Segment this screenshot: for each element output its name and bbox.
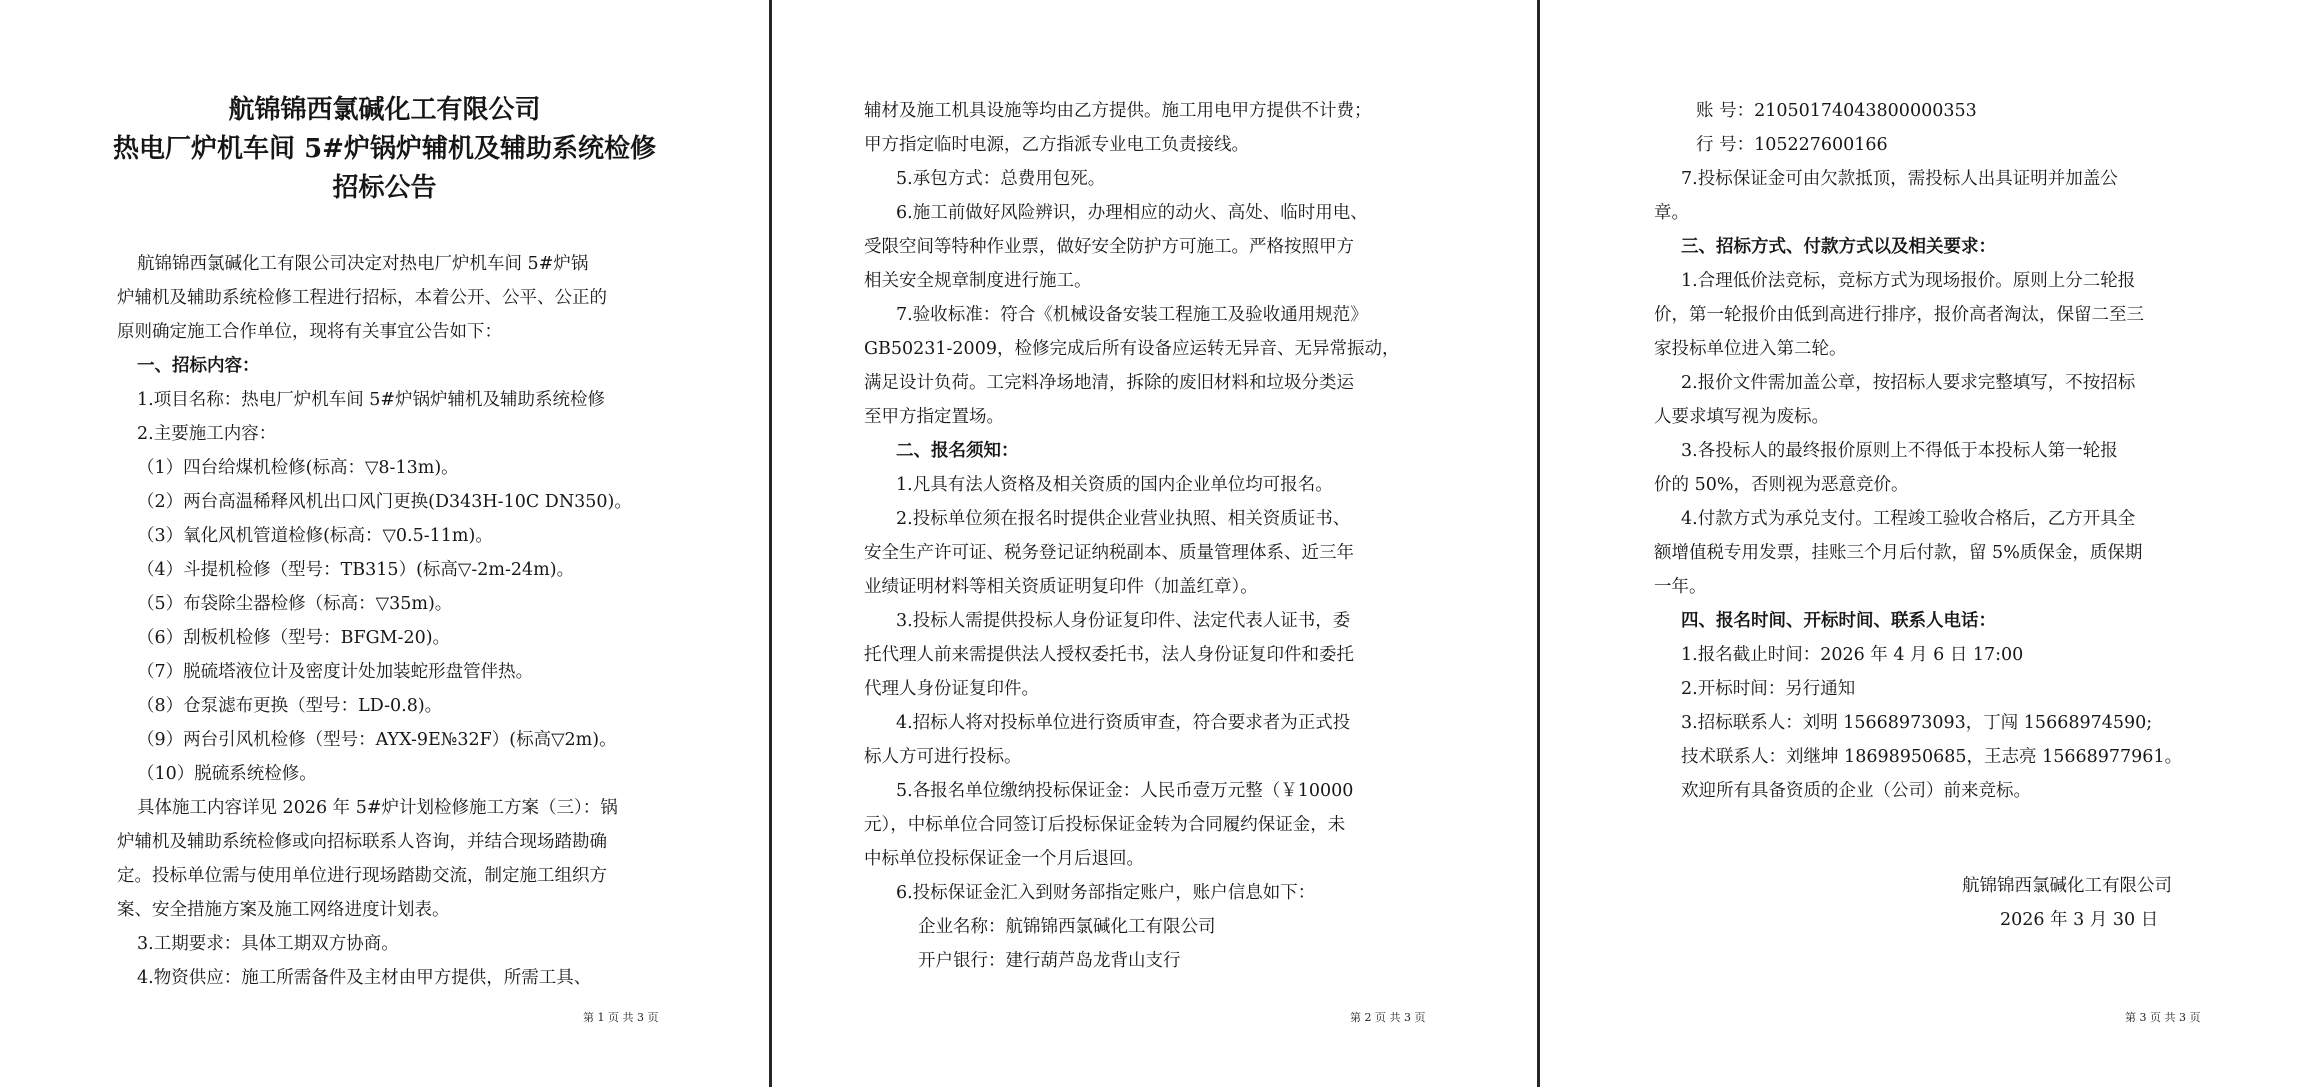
document-page-2: [772, 0, 1537, 1087]
body-line: 2.报价文件需加盖公章，按招标人要求完整填写，不按招标: [1681, 373, 2136, 393]
body-line: 2.投标单位须在报名时提供企业营业执照、相关资质证书、: [896, 509, 1351, 529]
body-line: 6.施工前做好风险辨识，办理相应的动火、高处、临时用电、: [896, 203, 1368, 223]
body-line: 一年。: [1654, 577, 1707, 597]
list-item: （10）脱硫系统检修。: [137, 764, 317, 784]
list-item: （9）两台引风机检修（型号：AYX-9E№32F）(标高▽2m)。: [137, 730, 617, 750]
body-line: 7.投标保证金可由欠款抵顶，需投标人出具证明并加盖公: [1681, 169, 2118, 189]
body-line: 炉辅机及辅助系统检修工程进行招标，本着公开、公平、公正的: [117, 288, 607, 308]
document-page-1: [0, 0, 769, 1087]
body-line: 具体施工内容详见 2026 年 5#炉计划检修施工方案（三）：锅: [137, 798, 618, 818]
body-line: 3.工期要求：具体工期双方协商。: [137, 934, 399, 954]
body-line: 额增值税专用发票，挂账三个月后付款，留 5%质保金，质保期: [1654, 543, 2143, 563]
body-line: 4.付款方式为承兑支付。工程竣工验收合格后，乙方开具全: [1681, 509, 2136, 529]
body-line: 甲方指定临时电源，乙方指派专业电工负责接线。: [864, 135, 1249, 155]
body-line: 标人方可进行投标。: [864, 747, 1022, 767]
body-line: 技术联系人：刘继坤 18698950685，王志亮 15668977961。: [1681, 747, 2183, 767]
body-line: 2.主要施工内容：: [137, 424, 277, 444]
body-line: 托代理人前来需提供法人授权委托书，法人身份证复印件和委托: [864, 645, 1354, 665]
body-line: 5.各报名单位缴纳投标保证金：人民币壹万元整（￥10000: [896, 781, 1354, 801]
body-line: 原则确定施工合作单位，现将有关事宜公告如下：: [117, 322, 502, 342]
body-line: 4.招标人将对投标单位进行资质审查，符合要求者为正式投: [896, 713, 1351, 733]
body-line: 炉辅机及辅助系统检修或向招标联系人咨询，并结合现场踏勘确: [117, 832, 607, 852]
body-line: 4.物资供应：施工所需备件及主材由甲方提供，所需工具、: [137, 968, 592, 988]
body-line: 5.承包方式：总费用包死。: [896, 169, 1106, 189]
list-item: （4）斗提机检修（型号：TB315）(标高▽-2m-24m)。: [137, 560, 575, 580]
body-line: 至甲方指定置场。: [864, 407, 1004, 427]
body-line: 家投标单位进入第二轮。: [1654, 339, 1847, 359]
body-line: 业绩证明材料等相关资质证明复印件（加盖红章）。: [864, 577, 1258, 597]
body-line: 案、安全措施方案及施工网络进度计划表。: [117, 900, 450, 920]
list-item: （1）四台给煤机检修(标高：▽8-13m)。: [137, 458, 459, 478]
body-line: 3.各投标人的最终报价原则上不得低于本投标人第一轮报: [1681, 441, 2118, 461]
body-line: 元），中标单位合同签订后投标保证金转为合同履约保证金，未: [864, 815, 1346, 835]
account-info-line: 开户银行：建行葫芦岛龙背山支行: [918, 951, 1181, 971]
body-line: 欢迎所有具备资质的企业（公司）前来竞标。: [1681, 781, 2031, 801]
body-line: 相关安全规章制度进行施工。: [864, 271, 1092, 291]
body-line: 1.报名截止时间：2026 年 4 月 6 日 17:00: [1681, 645, 2024, 665]
body-line: 人要求填写视为废标。: [1654, 407, 1829, 427]
body-line: 价的 50%，否则视为恶意竞价。: [1654, 475, 1909, 495]
body-line: 1.合理低价法竞标，竞标方式为现场报价。原则上分二轮报: [1681, 271, 2136, 291]
signature-company: 航锦锦西氯碱化工有限公司: [1962, 876, 2172, 896]
body-line: 定。投标单位需与使用单位进行现场踏勘交流，制定施工组织方: [117, 866, 607, 886]
list-item: （3）氧化风机管道检修(标高：▽0.5-11m)。: [137, 526, 493, 546]
account-info-line: 企业名称：航锦锦西氯碱化工有限公司: [918, 917, 1216, 937]
body-line: 3.招标联系人：刘明 15668973093，丁闯 15668974590;: [1681, 713, 2153, 733]
section-heading: 三、招标方式、付款方式以及相关要求：: [1681, 237, 1996, 257]
title-line-1: 航锦锦西氯碱化工有限公司: [228, 95, 541, 125]
body-line: GB50231-2009，检修完成后所有设备应运转无异音、无异常振动，: [864, 339, 1400, 359]
body-line: 中标单位投标保证金一个月后退回。: [864, 849, 1144, 869]
list-item: （2）两台高温稀释风机出口风门更换(D343H-10C DN350)。: [137, 492, 632, 512]
list-item: （7）脱硫塔液位计及密度计处加装蛇形盘管伴热。: [137, 662, 534, 682]
page-footer: 第 3 页 共 3 页: [2125, 1011, 2201, 1024]
body-line: 代理人身份证复印件。: [864, 679, 1039, 699]
section-heading: 一、招标内容：: [137, 356, 260, 376]
body-line: 2.开标时间：另行通知: [1681, 679, 1856, 699]
body-line: 满足设计负荷。工完料净场地清，拆除的废旧材料和垃圾分类运: [864, 373, 1354, 393]
list-item: （5）布袋除尘器检修（标高：▽35m)。: [137, 594, 453, 614]
body-line: 安全生产许可证、税务登记证纳税副本、质量管理体系、近三年: [864, 543, 1354, 563]
page-footer: 第 2 页 共 3 页: [1350, 1011, 1426, 1024]
body-line: 3.投标人需提供投标人身份证复印件、法定代表人证书，委: [896, 611, 1351, 631]
body-line: 1.凡具有法人资格及相关资质的国内企业单位均可报名。: [896, 475, 1333, 495]
section-heading: 四、报名时间、开标时间、联系人电话：: [1681, 611, 1996, 631]
body-line: 航锦锦西氯碱化工有限公司决定对热电厂炉机车间 5#炉锅: [137, 254, 589, 274]
body-line: 价，第一轮报价由低到高进行排序，报价高者淘汰，保留二至三: [1654, 305, 2144, 325]
account-info-line: 账 号：21050174043800000353: [1696, 101, 1977, 121]
body-line: 1.项目名称：热电厂炉机车间 5#炉锅炉辅机及辅助系统检修: [137, 390, 606, 410]
title-line-3: 招标公告: [332, 173, 437, 203]
document-page-3: [1540, 0, 2310, 1087]
body-line: 章。: [1654, 203, 1689, 223]
section-heading: 二、报名须知：: [896, 441, 1019, 461]
account-info-line: 行 号：105227600166: [1696, 135, 1888, 155]
title-line-2: 热电厂炉机车间 5#炉锅炉辅机及辅助系统检修: [113, 134, 656, 164]
body-line: 辅材及施工机具设施等均由乙方提供。施工用电甲方提供不计费；: [864, 101, 1372, 121]
list-item: （6）刮板机检修（型号：BFGM-20)。: [137, 628, 451, 648]
list-item: （8）仓泵滤布更换（型号：LD-0.8)。: [137, 696, 443, 716]
page-footer: 第 1 页 共 3 页: [583, 1011, 659, 1024]
body-line: 6.投标保证金汇入到财务部指定账户，账户信息如下：: [896, 883, 1316, 903]
signature-date: 2026 年 3 月 30 日: [2000, 910, 2159, 930]
body-line: 7.验收标准：符合《机械设备安装工程施工及验收通用规范》: [896, 305, 1368, 325]
body-line: 受限空间等特种作业票，做好安全防护方可施工。严格按照甲方: [864, 237, 1354, 257]
